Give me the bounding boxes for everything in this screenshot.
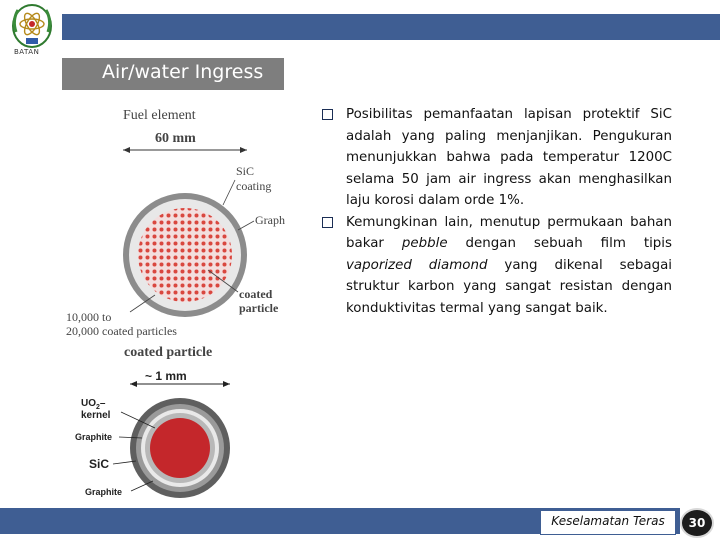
count-label-2: 20,000 coated particles [66, 324, 177, 338]
kernel-label: kernel [81, 410, 111, 421]
coating-label: coating [236, 179, 272, 193]
count-label-1: 10,000 to [66, 310, 112, 324]
bullet-item-2: Kemungkinan lain, menutup permukaan bahan bakar pebble dengan sebuah film tipis vaporized diamond yang dikenal sebagai struktur karbon yang sangat resistan dengan konduktivitas termal yang sangat baik. [320, 212, 672, 320]
fuel-element-title: Fuel element [123, 108, 196, 123]
fuel-element-diagram [60, 100, 300, 360]
graphite-label-1: Graphite [75, 432, 113, 442]
coated-particle-caption: coated particle [124, 345, 213, 360]
coated-particle-diagram [75, 366, 255, 506]
bullet-item-1: Posibilitas pemanfaatan lapisan protektif SiC adalah yang paling menjanjikan. Pengukuran menunjukkan bahwa pada temperatur 1200C selama 50 jam air ingress akan menghasilkan laju korosi dalam orde 1%. [320, 104, 672, 212]
bullet-list [320, 104, 672, 319]
arrow-right-icon [223, 381, 230, 387]
slide-title: Air/water Ingress [102, 61, 264, 83]
coated-particles-dots [138, 208, 232, 302]
arrow-left-icon [130, 381, 137, 387]
page-number: 30 [680, 508, 714, 538]
sic-label: SiC [89, 457, 110, 471]
org-label: BATAN [14, 48, 40, 56]
checkbox-bullet-icon [322, 217, 333, 228]
particle-size: ~ 1 mm [145, 369, 187, 383]
sic-label: SiC [236, 164, 255, 178]
uo2-label: $UO_2-$ [81, 398, 106, 411]
arrow-right-icon [240, 147, 247, 153]
header-bar [62, 14, 720, 40]
coated-label: coated [239, 287, 273, 301]
footer-label-box [540, 510, 676, 535]
arrow-left-icon [123, 147, 130, 153]
uo2-kernel [150, 418, 210, 478]
graph-label: Graph [255, 213, 285, 227]
checkbox-bullet-icon [322, 109, 333, 120]
footer-label: Keselamatan Teras [551, 514, 665, 528]
particle-label: particle [239, 301, 279, 315]
fuel-element-size: 60 mm [155, 131, 196, 146]
graphite-label-2: Graphite [85, 487, 123, 497]
